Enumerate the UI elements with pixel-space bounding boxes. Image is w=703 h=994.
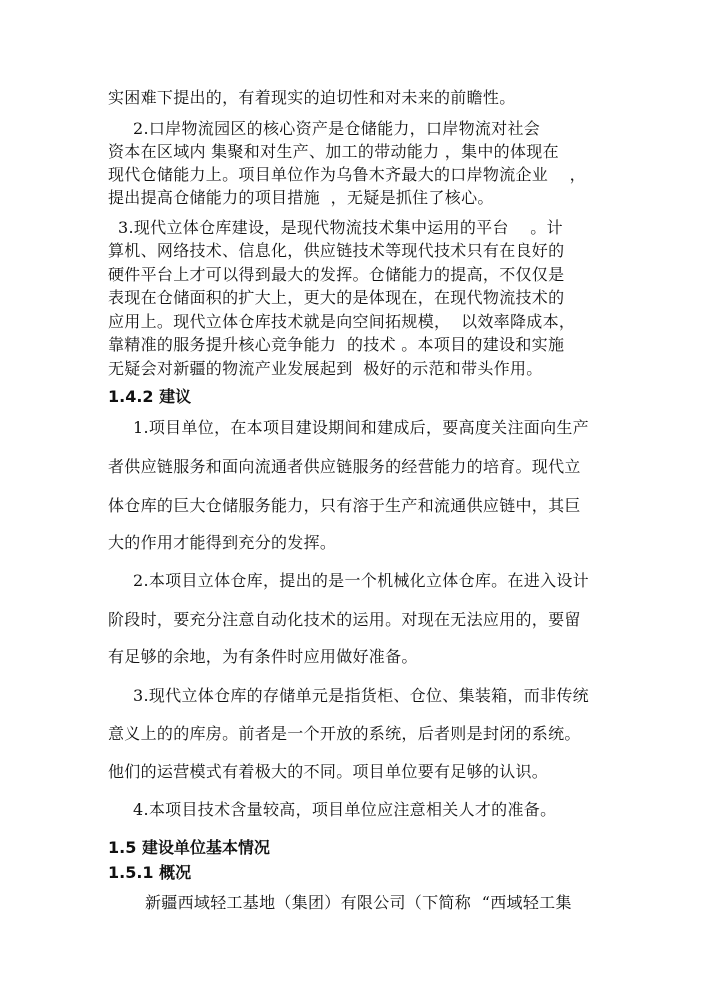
paragraph-line: 提出提高仓储能力的项目措施 ，无疑是抓住了核心。 — [108, 188, 494, 207]
paragraph-line: 体仓库的巨大仓储服务能力，只有溶于生产和流通供应链中，其巨 — [108, 496, 581, 515]
paragraph-line: 应用上。现代立体仓库技术就是向空间拓规模， 以效率降成本， — [108, 312, 576, 331]
paragraph-line: 2.本项目立体仓库，提出的是一个机械化立体仓库。在进入设计 — [133, 571, 589, 590]
paragraph-line: 大的作用才能得到充分的发挥。 — [108, 533, 337, 552]
section-heading-1-5: 1.5 建设单位基本情况 — [108, 838, 270, 857]
section-heading-1-4-2: 1.4.2 建议 — [108, 387, 192, 406]
paragraph-line: 资本在区域内 集聚和对生产、加工的带动能力 ，集中的体现在 — [108, 142, 559, 161]
paragraph-line: 阶段时，要充分注意自动化技术的运用。对现在无法应用的，要留 — [108, 610, 581, 629]
paragraph-line: 有足够的余地，为有条件时应用做好准备。 — [108, 647, 418, 666]
paragraph-line: 者供应链服务和面向流通者供应链服务的经营能力的培育。现代立 — [108, 457, 581, 476]
paragraph-line: 算机、网络技术、信息化，供应链技术等现代技术只有在良好的 — [108, 241, 565, 260]
paragraph-line: 无疑会对新疆的物流产业发展起到 极好的示范和带头作用。 — [108, 359, 543, 378]
paragraph-line: 靠精准的服务提升核心竞争能力 的技术 。本项目的建设和实施 — [108, 335, 565, 354]
paragraph-line: 3.现代立体仓库的存储单元是指货柜、仓位、集装箱，而非传统 — [133, 686, 589, 705]
paragraph-line: 实困难下提出的，有着现实的迫切性和对未来的前瞻性。 — [108, 88, 516, 107]
paragraph-line: 2.口岸物流园区的核心资产是仓储能力，口岸物流对社会 — [133, 119, 541, 138]
paragraph-line: 他们的运营模式有着极大的不同。项目单位要有足够的认识。 — [108, 762, 549, 781]
paragraph-line: 硬件平台上才可以得到最大的发挥。仓储能力的提高，不仅仅是 — [108, 265, 565, 284]
paragraph-line: 表现在仓储面积的扩大上，更大的是体现在，在现代物流技术的 — [108, 288, 565, 307]
paragraph-line: 意义上的的库房。前者是一个开放的系统，后者则是封闭的系统。 — [108, 724, 581, 743]
paragraph-line: 新疆西域轻工基地（集团）有限公司（下简称 “西域轻工集 — [145, 893, 572, 912]
section-heading-1-5-1: 1.5.1 概况 — [108, 863, 192, 882]
paragraph-line: 现代仓储能力上。项目单位作为乌鲁木齐最大的口岸物流企业 ， — [108, 165, 586, 184]
paragraph-line: 1.项目单位，在本项目建设期间和建成后，要高度关注面向生产 — [133, 418, 589, 437]
paragraph-line: 3.现代立体仓库建设，是现代物流技术集中运用的平台 。计 — [118, 218, 563, 237]
paragraph-line: 4.本项目技术含量较高，项目单位应注意相关人才的准备。 — [133, 800, 557, 819]
